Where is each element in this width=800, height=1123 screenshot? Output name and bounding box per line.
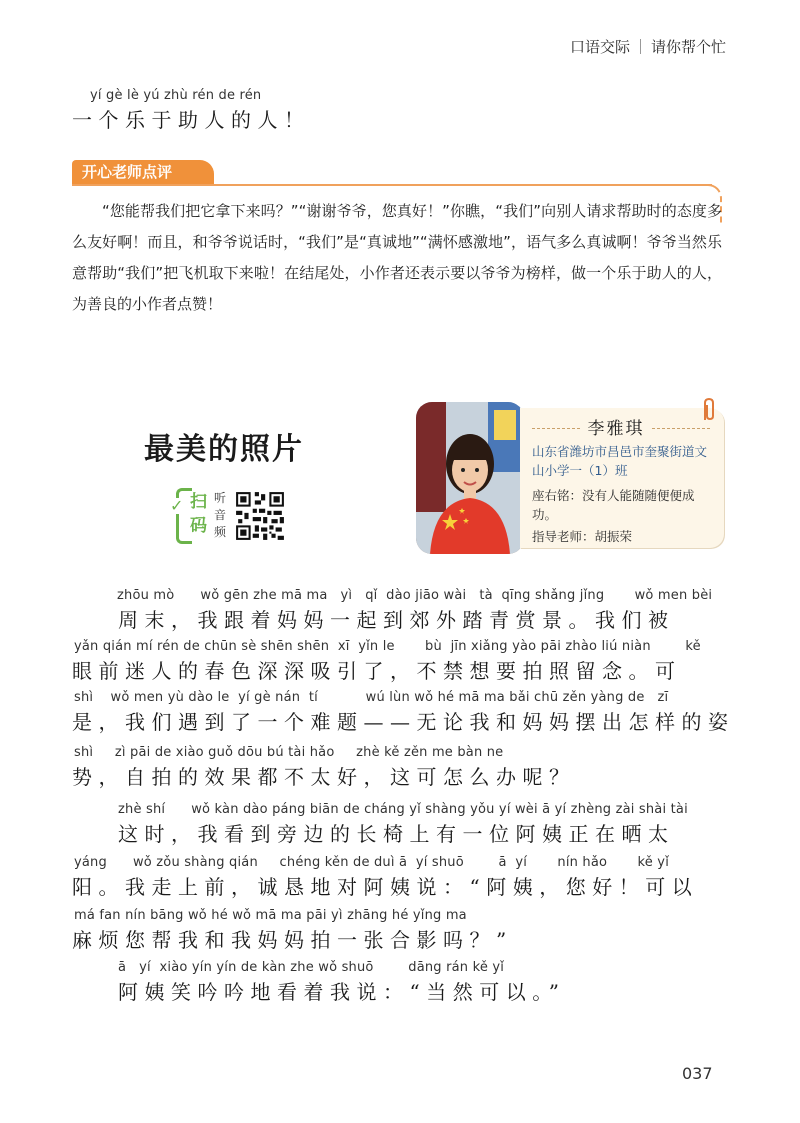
line-hanzi: 眼前迷人的春色深深吸引了，不禁想要拍照留念。可 bbox=[72, 659, 682, 683]
scan-label: 扫 码 bbox=[190, 492, 207, 536]
line-hanzi: 势，自拍的效果都不太好，这可怎么办呢？ bbox=[72, 765, 576, 789]
header-topic: 请你帮个忙 bbox=[650, 38, 726, 56]
girl-portrait-icon bbox=[416, 402, 524, 554]
page-number: 037 bbox=[682, 1064, 713, 1083]
line-hanzi: 这时，我看到旁边的长椅上有一位阿姨正在晒太 bbox=[118, 822, 675, 846]
article-title: 最美的照片 bbox=[144, 432, 304, 467]
line-pinyin: ā yí xiào yín yín de kàn zhe wǒ shuō dāng rán kě yǐ bbox=[118, 960, 505, 975]
author-photo bbox=[416, 402, 524, 554]
comment-label: 开心老师点评 bbox=[72, 160, 214, 185]
line-pinyin: zhōu mò wǒ gēn zhe mā ma yì qǐ dào jiāo wài tà qīng shǎng jǐng wǒ men bèi bbox=[117, 588, 713, 603]
opening-hanzi: 一个乐于助人的人！ bbox=[72, 108, 311, 132]
author-school: 山东省潍坊市昌邑市奎聚街道文山小学一（1）班 bbox=[532, 444, 708, 478]
author-info bbox=[520, 408, 724, 548]
listen-audio-label: 听音频 bbox=[214, 491, 227, 539]
line-hanzi: 是，我们遇到了一个难题——无论我和妈妈摆出怎样的姿 bbox=[72, 710, 735, 734]
author-teacher: 指导老师：胡振荣 bbox=[532, 529, 633, 544]
line-pinyin: zhè shí wǒ kàn dào páng biān de cháng yǐ shàng yǒu yí wèi ā yí zhèng zài shài tài bbox=[118, 802, 688, 817]
header-section: 口语交际 bbox=[569, 38, 630, 56]
comment-rule bbox=[72, 184, 712, 186]
opening-pinyin: yí gè lè yú zhù rén de rén bbox=[90, 88, 262, 103]
line-hanzi: 麻烦您帮我和我妈妈拍一张合影吗？” bbox=[72, 928, 513, 952]
line-hanzi: 周末，我跟着妈妈一起到郊外踏青赏景。我们被 bbox=[118, 608, 675, 632]
comment-text: “您能帮我们把它拿下来吗？”“谢谢爷爷，您真好！”你瞧，“我们”向别人请求帮助时的态度多么友好啊！而且，和爷爷说话时，“我们”是“真诚地”“满怀感激地”，语气多么真诚啊！爷爷当然乐意帮助“我们”把飞机取下来啦！在结尾处，小作者还表示要以爷爷为榜样，做一个乐于助人的人，为善良的小作者点赞！ bbox=[72, 202, 722, 313]
paperclip-icon bbox=[699, 396, 719, 424]
page-header bbox=[570, 36, 726, 57]
line-pinyin: yáng wǒ zǒu shàng qián chéng kěn de duì ā yí shuō ā yí nín hǎo kě yǐ bbox=[74, 855, 670, 870]
scan-to-listen[interactable] bbox=[170, 488, 294, 544]
author-motto: 座右铭：没有人能随随便便成功。 bbox=[532, 488, 695, 522]
line-pinyin: shì wǒ men yù dào le yí gè nán tí wú lùn wǒ hé mā ma bǎi chū zěn yàng de zī bbox=[74, 690, 669, 705]
line-pinyin: shì zì pāi de xiào guǒ dōu bú tài hǎo zhè kě zěn me bàn ne bbox=[74, 745, 504, 760]
line-pinyin: yǎn qián mí rén de chūn sè shēn shēn xī yǐn le bù jīn xiǎng yào pāi zhào liú niàn kě bbox=[74, 639, 701, 654]
qr-code-icon[interactable] bbox=[234, 490, 286, 542]
line-hanzi: 阳。我走上前，诚恳地对阿姨说：“阿姨，您好！可以 bbox=[72, 875, 699, 899]
header-divider bbox=[640, 39, 641, 54]
check-icon: ✓ bbox=[170, 496, 184, 515]
comment-body bbox=[72, 196, 722, 320]
author-name: 李雅琪 bbox=[520, 414, 712, 439]
line-pinyin: má fan nín bāng wǒ hé wǒ mā ma pāi yì zhāng hé yǐng ma bbox=[74, 908, 467, 923]
author-card bbox=[416, 402, 724, 554]
line-hanzi: 阿姨笑吟吟地看着我说：“当然可以。” bbox=[118, 980, 566, 1004]
